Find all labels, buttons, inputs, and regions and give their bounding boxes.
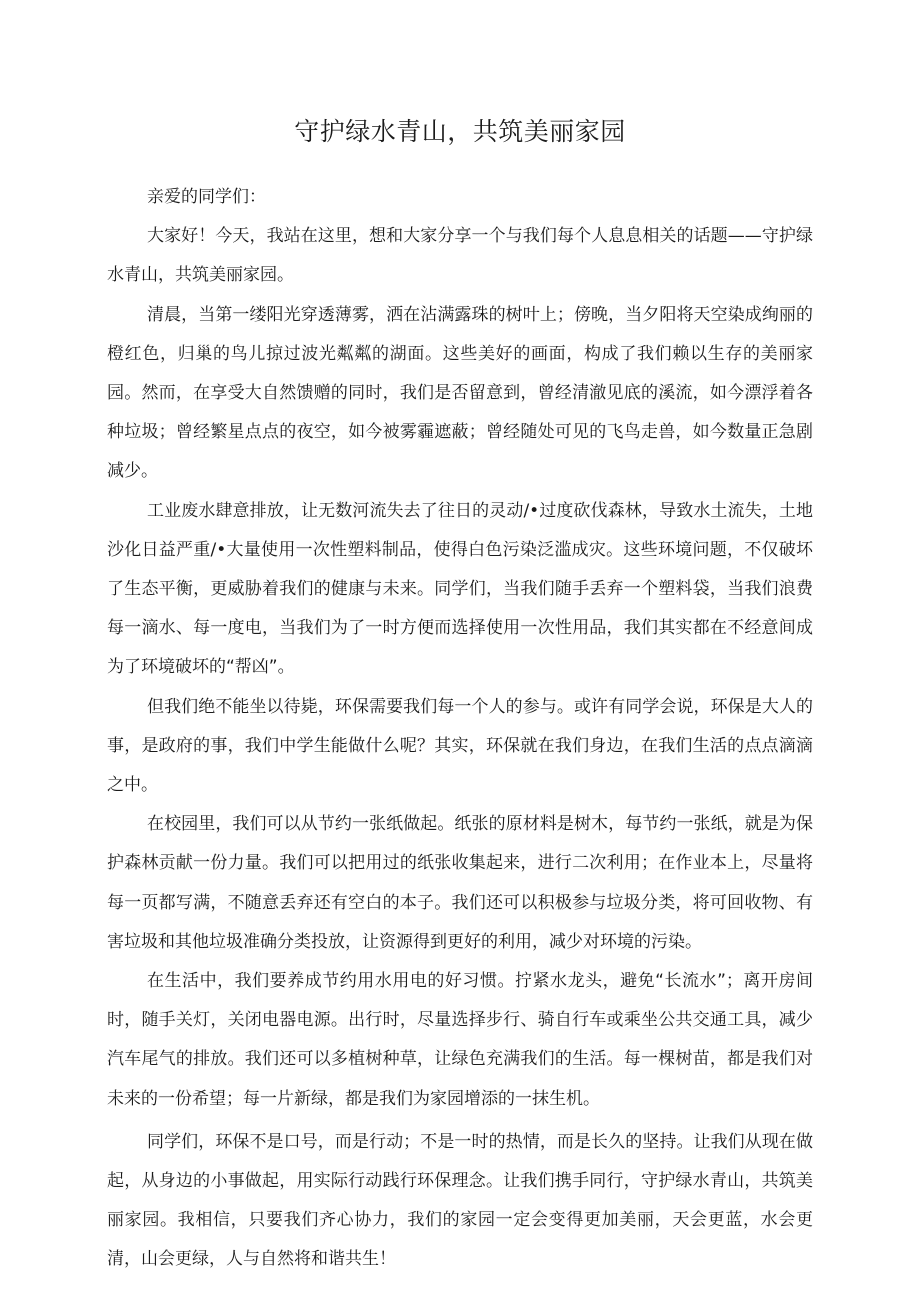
paragraph-campus: 在校园里，我们可以从节约一张纸做起。纸张的原材料是树木，每节约一张纸，就是为保护森林贡献一份力量。我们可以把用过的纸张收集起来，进行二次利用；在作业本上，尽量将每一页都写满，不随意丢弃还有空白的本子。我们还可以积极参与垃圾分类，将可回收物、有害垃圾和其他垃圾准确分类投放，让资源得到更好的利用，减少对环境的污染。 <box>107 814 813 952</box>
salutation: 亲爱的同学们： <box>147 187 266 207</box>
paragraph-scenery: 清晨，当第一缕阳光穿透薄雾，洒在沾满露珠的树叶上；傍晚，当夕阳将天空染成绚丽的橙红色，归巢的鸟儿掠过波光粼粼的湖面。这些美好的画面，构成了我们赖以生存的美丽家园。然而，在享受大自然馈赠的同时，我们是否留意到，曾经清澈见底的溪流，如今漂浮着各种垃圾；曾经繁星点点的夜空，如今被雾霾遮蔽；曾经随处可见的飞鸟走兽，如今数量正急剧减少。 <box>107 304 813 482</box>
document-body <box>107 178 813 1280</box>
paragraph-daily-life: 在生活中，我们要养成节约用水用电的好习惯。拧紧水龙头，避免“长流水”；离开房间时，随手关灯，关闭电器电源。出行时，尽量选择步行、骑自行车或乘坐公共交通工具，减少汽车尾气的排放。我们还可以多植树种草，让绿色充满我们的生活。每一棵树苗，都是我们对未来的一份希望；每一片新绿，都是我们为家园增添的一抹生机。 <box>107 971 813 1109</box>
paragraph-closing: 同学们，环保不是口号，而是行动；不是一时的热情，而是长久的坚持。让我们从现在做起，从身边的小事做起，用实际行动践行环保理念。让我们携手同行，守护绿水青山，共筑美丽家园。我相信，只要我们齐心协力，我们的家园一定会变得更加美丽，天会更蓝，水会更清，山会更绿，人与自然将和谐共生！ <box>107 1131 813 1270</box>
paragraph-problems: 工业废水肆意排放，让无数河流失去了往日的灵动/•过度砍伐森林，导致水土流失，土地沙化日益严重/•大量使用一次性塑料制品，使得白色污染泛滥成灾。这些环境问题，不仅破坏了生态平衡，更威胁着我们的健康与未来。同学们，当我们随手丢弃一个塑料袋，当我们浪费每一滴水、每一度电，当我们为了一时方便而选择使用一次性用品，我们其实都在不经意间成为了环境破坏的“帮凶”。 <box>107 500 813 678</box>
paragraph-greeting: 大家好！今天，我站在这里，想和大家分享一个与我们每个人息息相关的话题——守护绿水青山，共筑美丽家园。 <box>107 226 813 286</box>
paragraph-participation: 但我们绝不能坐以待毙，环保需要我们每一个人的参与。或许有同学会说，环保是大人的事，是政府的事，我们中学生能做什么呢？其实，环保就在我们身边，在我们生活的点点滴滴之中。 <box>107 696 813 796</box>
document-title: 守护绿水青山，共筑美丽家园 <box>294 117 626 146</box>
